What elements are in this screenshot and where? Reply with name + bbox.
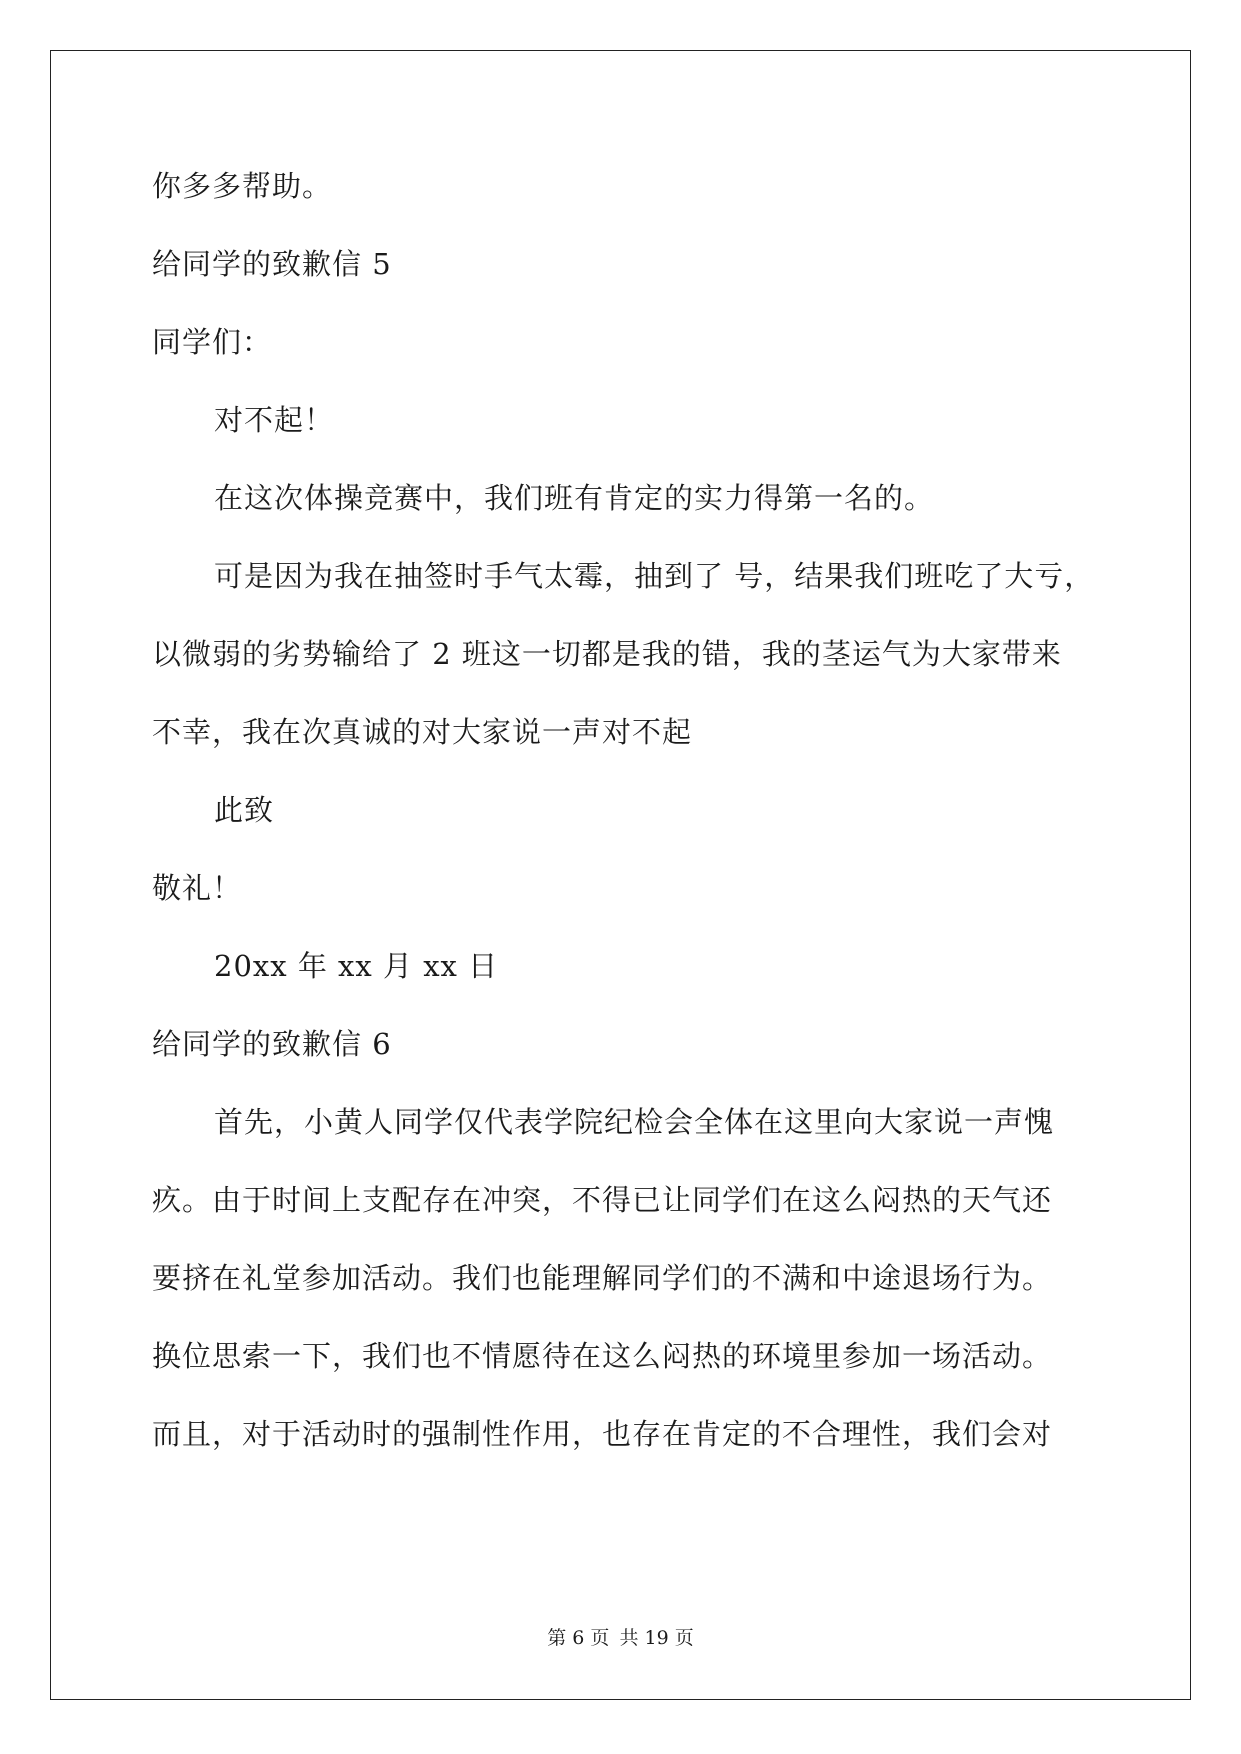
salutation: 同学们：: [152, 325, 273, 359]
paragraph-line: 你多多帮助。: [152, 169, 333, 203]
page-total: 共 19 页: [619, 1627, 694, 1649]
paragraph-line: 换位思索一下，我们也不情愿待在这么闷热的环境里参加一场活动。: [152, 1339, 1053, 1373]
closing-line: 此致: [214, 793, 275, 827]
date-line: 20xx 年 xx 月 xx 日: [214, 949, 499, 983]
paragraph-line: 在这次体操竞赛中，我们班有肯定的实力得第一名的。: [214, 481, 935, 515]
paragraph-line: 首先，小黄人同学仅代表学院纪检会全体在这里向大家说一声愧: [214, 1105, 1055, 1139]
page-footer: [0, 1626, 1241, 1650]
paragraph-line: 疚。由于时间上支配存在冲突，不得已让同学们在这么闷热的天气还: [152, 1183, 1053, 1217]
paragraph-line: 要挤在礼堂参加活动。我们也能理解同学们的不满和中途退场行为。: [152, 1261, 1053, 1295]
paragraph-line: 而且，对于活动时的强制性作用，也存在肯定的不合理性，我们会对: [152, 1417, 1053, 1451]
paragraph-line: 以微弱的劣势输给了 2 班这一切都是我的错，我的茎运气为大家带来: [152, 637, 1062, 671]
page-number: 第 6 页: [547, 1627, 610, 1649]
paragraph-line: 对不起！: [214, 403, 335, 437]
paragraph-line: 可是因为我在抽签时手气太霉，抽到了 号，结果我们班吃了大亏，: [214, 559, 1095, 593]
letter-title: 给同学的致歉信 5: [152, 247, 392, 281]
paragraph-line: 不幸，我在次真诚的对大家说一声对不起: [152, 715, 693, 749]
letter-title: 给同学的致歉信 6: [152, 1027, 392, 1061]
closing-line: 敬礼！: [152, 871, 243, 905]
